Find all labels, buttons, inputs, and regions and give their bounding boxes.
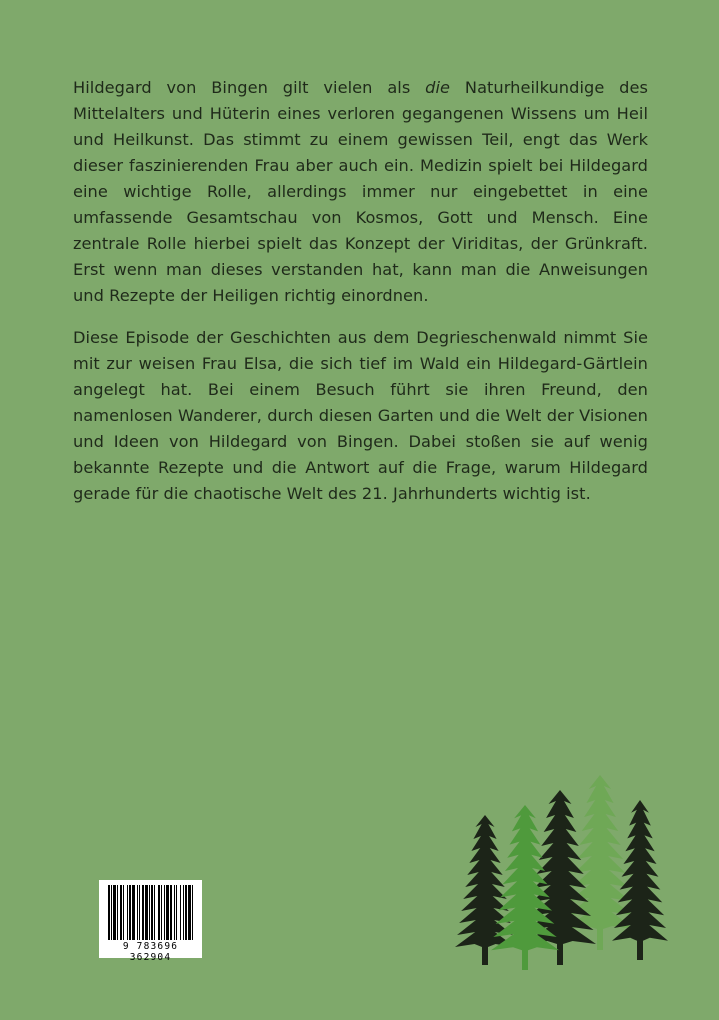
blurb-paragraph-1 [73,75,648,309]
pine-tree-icon [612,800,668,960]
blurb-paragraph-2: Diese Episode der Geschichten aus dem Degrieschenwald nimmt Sie mit zur weisen Frau Elsa, die sich tief im Wald ein Hildegard-Gärtlein angelegt hat. Bei einem Besuch führt sie ihren Freund, den namenlosen Wanderer, durch diesen Garten und die Welt der Visionen und Ideen von Hildegard von Bingen. Dabei stoßen sie auf wenig bekannte Rezepte und die Antwort auf die Frage, warum Hildegard gerade für die chaotische Welt des 21. Jahrhunderts wichtig ist. [73,328,648,503]
isbn-number: 9 783696 362904 [122,941,179,963]
pine-trees-icon [440,770,680,970]
blurb-paragraph-1-rest: Naturheilkundige des Mittelalters und Hüterin eines verloren gegangenen Wissens um Heil und Heilkunst. Das stimmt zu einem gewissen Teil, engt das Werk dieser faszinierenden Frau aber auch ein. Medizin spielt bei Hildegard eine wichtige Rolle, allerdings immer nur eingebettet in eine umfassende Gesamtschau von Kosmos, Gott und Mensch. Eine zentrale Rolle hierbei spielt das Konzept der Viriditas, der Grünkraft. Erst wenn man dieses verstanden hat, kann man die Anweisungen und Rezepte der Heiligen richtig einordnen. [73,78,648,305]
blurb-paragraph-1-start: Hildegard von Bingen gilt vielen als [73,78,426,97]
emphasized-word: die [425,78,451,97]
isbn-barcode [99,880,202,963]
